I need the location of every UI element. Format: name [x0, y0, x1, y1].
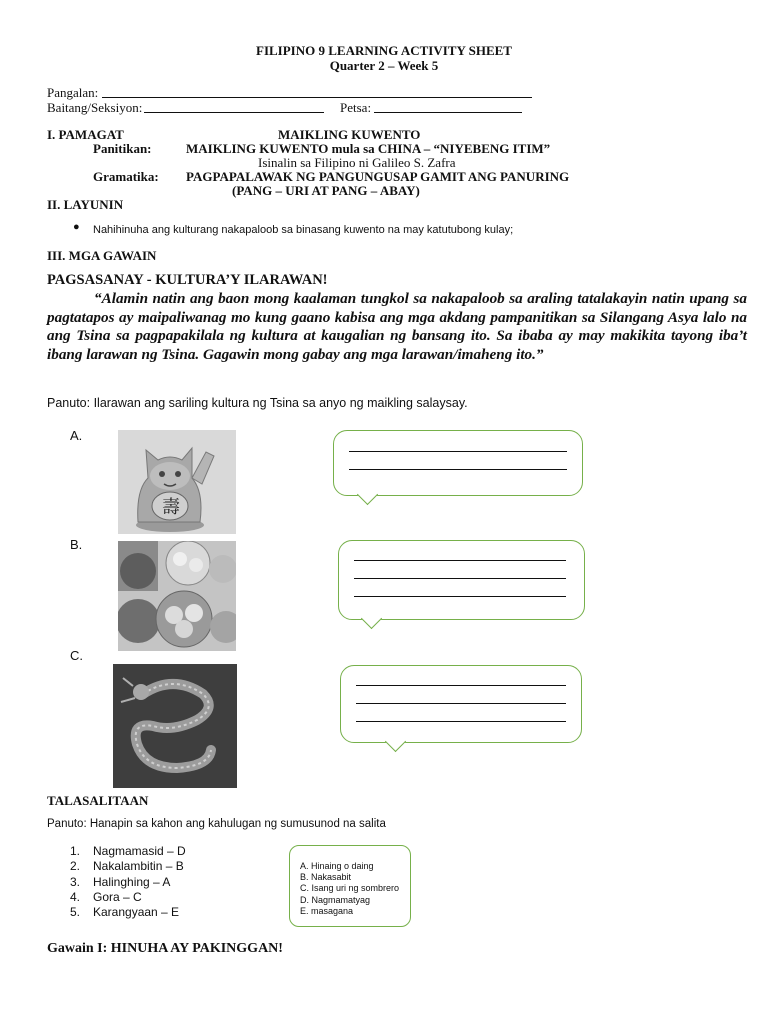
list-item: 2. Nakalambitin – B	[70, 859, 184, 874]
choice-a: A. Hinaing o daing	[300, 861, 374, 871]
grade-field[interactable]	[144, 112, 324, 113]
dragon-image	[113, 664, 237, 788]
vocab-word: Nakalambitin – B	[93, 859, 184, 874]
choices-box	[289, 845, 411, 927]
choice-c: C. Isang uri ng sombrero	[300, 883, 400, 894]
grade-label: Baitang/Seksiyon:	[47, 100, 143, 115]
list-item: 1. Nagmamasid – D	[70, 844, 186, 858]
vocab-word: Gora – C	[93, 889, 142, 904]
gramatika-label: Gramatika:	[93, 169, 159, 184]
lucky-cat-image	[118, 430, 236, 534]
section1-center-title: MAIKLING KUWENTO	[278, 127, 421, 142]
date-label: Petsa:	[340, 100, 372, 115]
section2-heading: II. LAYUNIN	[47, 197, 124, 212]
gramatika-line1: PAGPAPALAWAK NG PANGUNGUSAP GAMIT ANG PANURING	[186, 169, 570, 184]
sheet-title: FILIPINO 9 LEARNING ACTIVITY SHEET	[256, 43, 512, 58]
vocabulary-heading: TALASALITAAN	[47, 793, 149, 808]
dim-sum-image	[118, 541, 236, 651]
choice-d: D. Nagmamatyag	[300, 894, 371, 905]
objective-text: Nahihinuha ang kulturang nakapaloob sa binasang kuwento na may katutubong kulay;	[93, 224, 514, 236]
gawain-title: Gawain I: HINUHA AY PAKINGGAN!	[47, 941, 283, 956]
answer-bubble-c[interactable]	[340, 665, 582, 743]
list-item: 4. Gora – C	[70, 889, 142, 904]
svg-text:壽: 壽	[162, 497, 180, 518]
answer-bubble-b[interactable]	[338, 540, 585, 620]
vocab-word: Karangyaan – E	[93, 905, 180, 920]
choice-e: E. masagana	[300, 905, 354, 916]
intro-paragraph: “Alamin natin ang baon mong kaalaman tungkol sa nakapaloob sa araling tatalakayin natin upang sa pagtatapos ay maipaliwanag mo kung gaano kabisa ang mga akdang pampanitikan sa Silangang Asya lalo na ang Tsina sa pagpapakilala ng kultura at kaugalian ng bansang ito. Sa ibaba ay may makikita tayong iba’t ibang larawan ng Tsina. Gagawin mong gabay ang mga larawan/imaheng ito.”	[47, 290, 747, 363]
vocab-word: Halinghing – A	[93, 874, 171, 889]
panitikan-value: MAIKLING KUWENTO mula sa CHINA – “NIYEBENG ITIM”	[186, 141, 551, 156]
gramatika-line2: (PANG – URI AT PANG – ABAY)	[232, 183, 420, 198]
vocabulary-list	[70, 844, 186, 920]
item-letter-b: B.	[70, 537, 83, 552]
name-field[interactable]	[102, 97, 532, 98]
name-label: Pangalan:	[47, 85, 99, 100]
choice-b: B. Nakasabit	[300, 872, 352, 883]
item-letter-a: A.	[70, 428, 83, 443]
activity-title: PAGSASANAY - KULTURA’Y ILARAWAN!	[47, 272, 328, 288]
item-letter-c: C.	[70, 648, 83, 663]
translator-credit: Isinalin sa Filipino ni Galileo S. Zafra	[258, 155, 456, 170]
sheet-subtitle: Quarter 2 – Week 5	[329, 58, 439, 73]
list-item: 5. Karangyaan – E	[70, 905, 180, 920]
vocab-word: Nagmamasid – D	[93, 844, 186, 858]
section3-heading: III. MGA GAWAIN	[47, 248, 157, 263]
panitikan-label: Panitikan:	[93, 141, 152, 156]
vocabulary-instruction: Panuto: Hanapin sa kahon ang kahulugan ng sumusunod na salita	[47, 818, 386, 830]
activity-instruction: Panuto: Ilarawan ang sariling kultura ng Tsina sa anyo ng maikling salaysay.	[47, 396, 468, 410]
section1-heading: I. PAMAGAT	[47, 127, 124, 142]
list-item: 3. Halinghing – A	[70, 874, 171, 889]
bullet-icon: ●	[73, 221, 80, 233]
date-field[interactable]	[374, 112, 522, 113]
